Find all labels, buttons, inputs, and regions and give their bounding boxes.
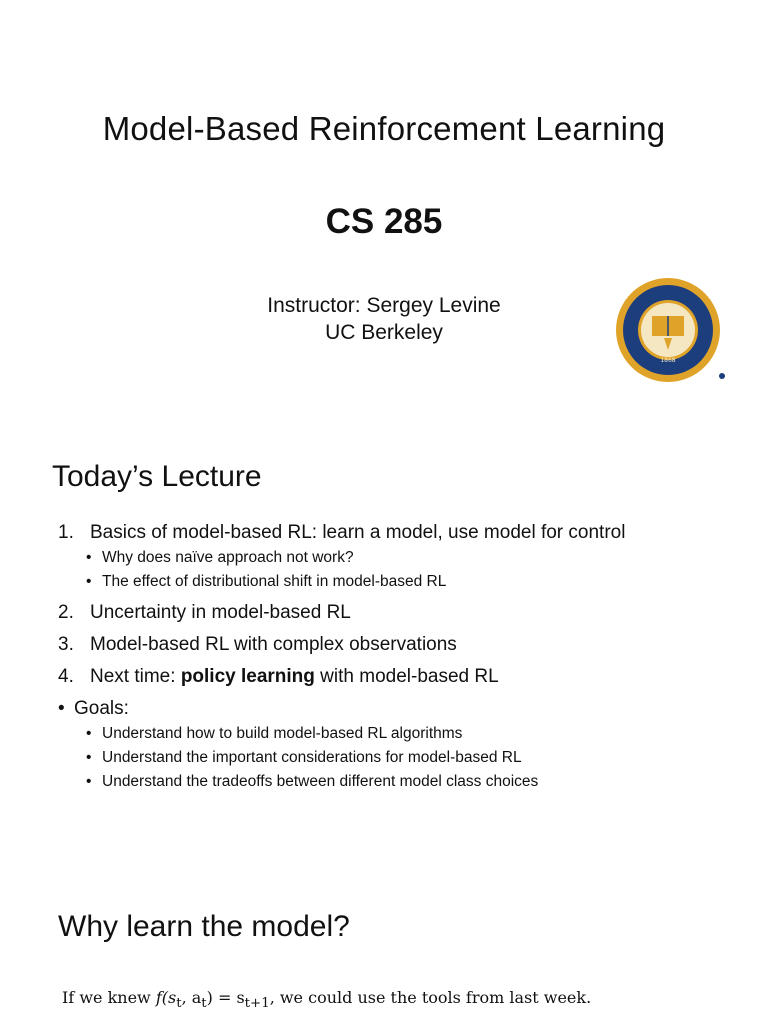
formula-expr: f(s [155, 988, 177, 1007]
list-text: Model-based RL with complex observations [90, 634, 457, 655]
formula-sub: t [176, 996, 182, 1012]
list-text-bold: policy learning [180, 666, 315, 687]
sub-text: Understand the important considerations for model-based RL [102, 749, 522, 766]
list-number: 2. [58, 602, 74, 623]
formula-line [62, 988, 591, 1011]
svg-text:1868: 1868 [660, 357, 676, 364]
list-text: Uncertainty in model-based RL [90, 602, 351, 623]
list-text-prefix: Next time: [90, 666, 181, 687]
sub-text: Understand how to build model-based RL algorithms [102, 725, 463, 742]
slide-heading: Today’s Lecture [52, 460, 262, 493]
bullet-icon: • [86, 773, 92, 790]
formula-prefix: If we knew [62, 988, 156, 1007]
sub-text: Understand the tradeoffs between different model class choices [102, 773, 539, 790]
formula-suffix: , we could use the tools from last week. [269, 988, 592, 1007]
course-code: CS 285 [325, 202, 443, 241]
list-text: Basics of model-based RL: learn a model, use model for control [90, 522, 626, 543]
sub-item [86, 546, 728, 570]
list-number: 3. [58, 634, 74, 655]
formula-sub: t+1 [244, 996, 270, 1012]
list-text [90, 664, 499, 690]
formula-eq: ) = s [206, 988, 245, 1007]
bullet-icon: • [86, 573, 92, 590]
sub-text: The effect of distributional shift in model-based RL [102, 573, 447, 590]
sub-item [86, 570, 728, 594]
title-slide [0, 0, 768, 440]
list-text-suffix: with model-based RL [314, 666, 499, 687]
why-learn-model-slide [0, 860, 768, 1024]
slide-title: Model-Based Reinforcement Learning [102, 110, 666, 147]
formula-sub: t [201, 996, 207, 1012]
goals-label: Goals: [74, 698, 129, 719]
list-item [58, 664, 728, 690]
slide-heading: Why learn the model? [58, 910, 350, 943]
list-item [58, 520, 728, 546]
list-number: 4. [58, 666, 74, 687]
sub-item [86, 770, 728, 794]
list-number: 1. [58, 522, 74, 543]
goals-item [58, 696, 728, 722]
bullet-icon: • [86, 749, 92, 766]
sub-item [86, 722, 728, 746]
instructor-name: Instructor: Sergey Levine [267, 294, 501, 317]
formula-a: , a [181, 988, 202, 1007]
bullet-icon: • [58, 698, 65, 719]
institution-name: UC Berkeley [325, 321, 443, 344]
list-item [58, 632, 728, 658]
sub-item [86, 746, 728, 770]
list-item [58, 600, 728, 626]
lecture-list [58, 520, 728, 794]
bullet-icon: • [86, 725, 92, 742]
sub-text: Why does naïve approach not work? [102, 549, 354, 566]
bullet-icon: • [86, 549, 92, 566]
lecture-overview-slide [0, 440, 768, 860]
uc-seal-logo [612, 276, 726, 384]
